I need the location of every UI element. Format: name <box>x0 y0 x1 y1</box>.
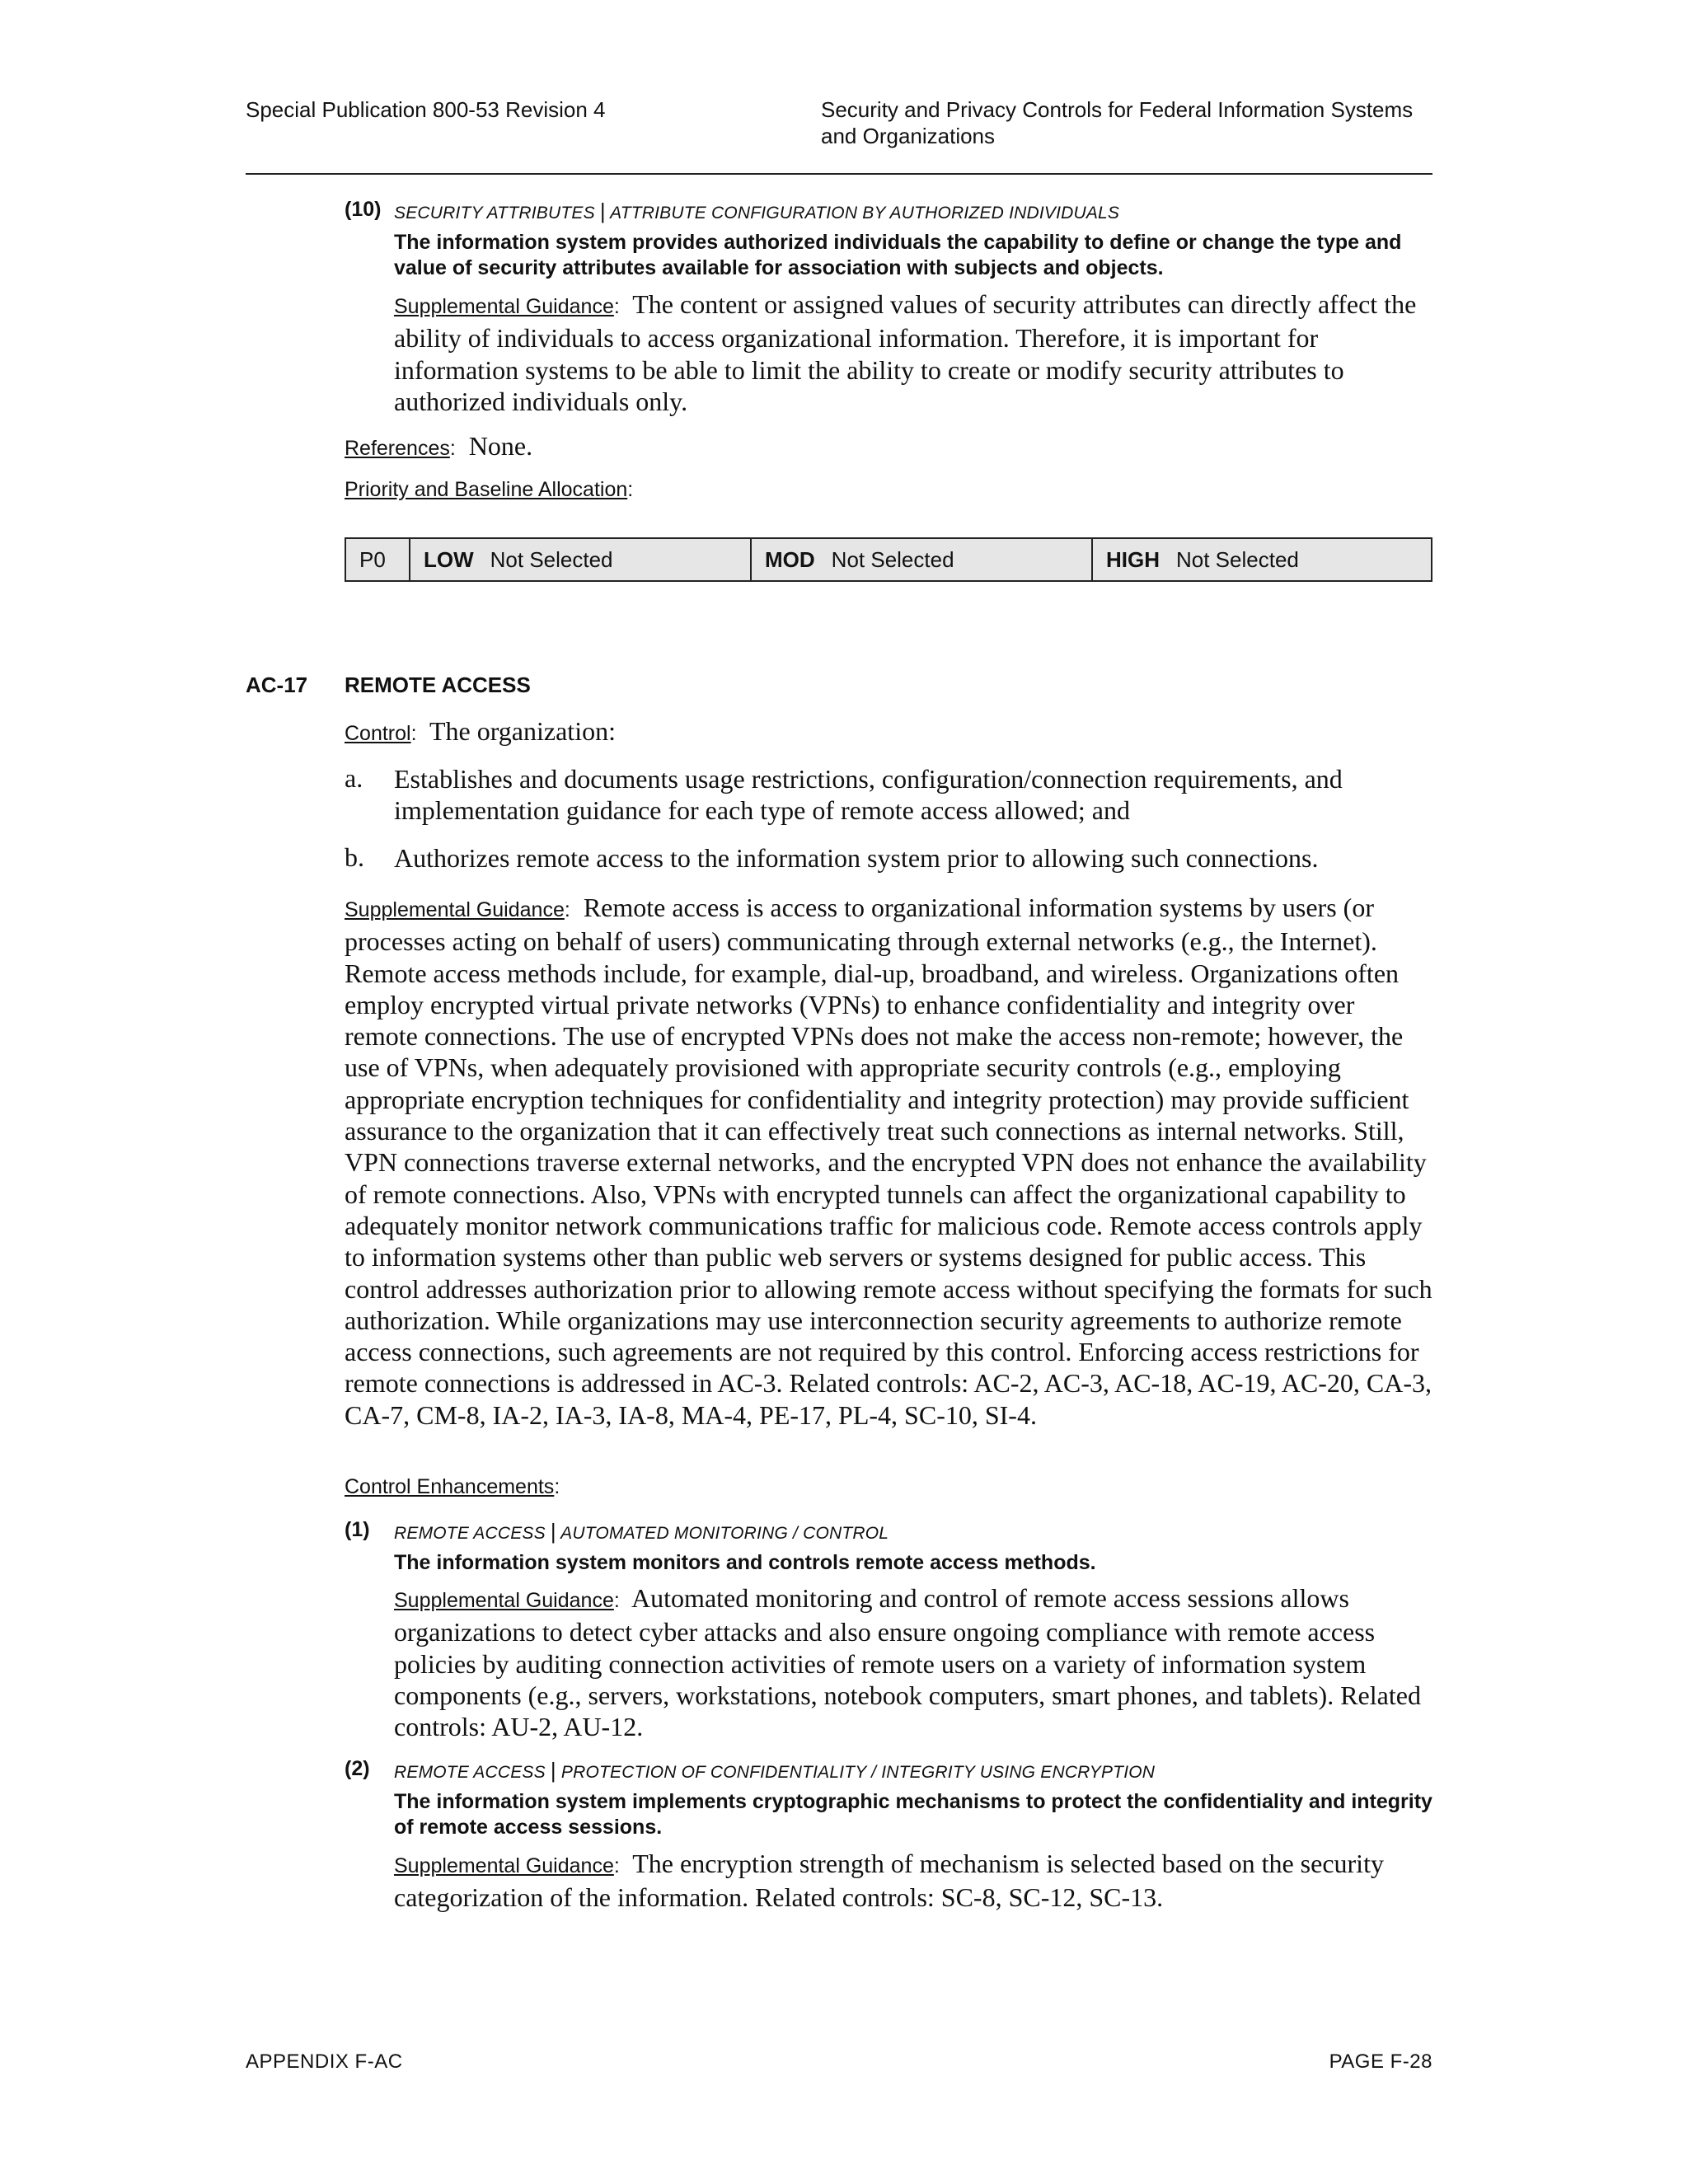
mod-label: MOD <box>765 546 815 572</box>
enhancement-title-part-a: REMOTE ACCESS <box>394 1524 546 1543</box>
supplemental-guidance: Supplemental Guidance: Automated monitoring and control of remote access sessions allows organizations to detect cyber attacks and also ensure ongoing compliance with remote access policies by auditing connection activities of remote users on a variety of information system components (e.g., servers, workstations, notebook computers, smart phones, and tablets). Related controls: AU-2, AU-12. <box>394 1583 1421 1742</box>
low-baseline-cell <box>410 538 751 581</box>
high-baseline-cell <box>1092 538 1432 581</box>
header-title <box>821 96 1447 149</box>
header-publication: Special Publication 800-53 Revision 4 <box>246 97 606 122</box>
mod-value: Not Selected <box>831 546 954 572</box>
enhancement-number: (2) <box>345 1757 370 1780</box>
supplemental-guidance-label: Supplemental Guidance <box>394 1854 614 1877</box>
enhancement-title-part-b: AUTOMATED MONITORING / CONTROL <box>560 1524 889 1543</box>
header-divider <box>246 173 1432 175</box>
title-separator: | <box>599 199 606 223</box>
supplemental-guidance-label: Supplemental Guidance <box>345 898 565 921</box>
enhancement-title-part-b: ATTRIBUTE CONFIGURATION BY AUTHORIZED INDIVIDUALS <box>610 204 1120 223</box>
control-intro-text: The organization: <box>429 716 616 746</box>
references-text: None. <box>468 431 533 461</box>
enhancement-statement: The information system provides authorized individuals the capability to define or change the type and value of security attributes available for association with subjects and objects. <box>394 231 1402 279</box>
header-title-line2: and Organizations <box>821 124 996 148</box>
list-item-letter: b. <box>345 842 364 872</box>
supplemental-guidance-text: The encryption strength of mechanism is selected based on the security categorization of the information. Related controls: SC-8, SC-12, SC-13. <box>394 1849 1384 1913</box>
high-value: Not Selected <box>1176 546 1299 572</box>
enhancement-title-part-a: REMOTE ACCESS <box>394 1763 546 1782</box>
control-label: Control <box>345 722 411 745</box>
title-separator: | <box>550 1519 556 1544</box>
enhancement-title-part-b: PROTECTION OF CONFIDENTIALITY / INTEGRITY USING ENCRYPTION <box>560 1763 1156 1782</box>
control-enhancements-heading: Control Enhancements: <box>345 1475 560 1498</box>
references: References: None. <box>345 431 533 461</box>
low-label: LOW <box>424 546 474 572</box>
list-item: Establishes and documents usage restrictions, configuration/connection requirements, and implementation guidance for each type of remote access allowed; and <box>394 764 1343 826</box>
title-separator: | <box>550 1758 556 1783</box>
enhancement-title-part-a: SECURITY ATTRIBUTES <box>394 204 595 223</box>
enhancement-title <box>394 1758 1155 1783</box>
list-item: Authorizes remote access to the information system prior to allowing such connections. <box>394 843 1319 873</box>
references-label: References <box>345 437 450 460</box>
enhancement-number: (1) <box>345 1518 370 1541</box>
enhancement-number: (10) <box>345 198 382 221</box>
control-title: REMOTE ACCESS <box>345 673 531 697</box>
priority-heading: Priority and Baseline Allocation: <box>345 478 634 501</box>
control-enhancements-label: Control Enhancements <box>345 1475 555 1498</box>
supplemental-guidance-text: Automated monitoring and control of remote access sessions allows organizations to detect cyber attacks and also ensure ongoing compliance with remote access policies by auditing connection activities of remote users on a variety of information system components (e.g., servers, workstations, notebook computers, smart phones, and tablets). Related controls: AU-2, AU-12. <box>394 1583 1421 1742</box>
supplemental-guidance: Supplemental Guidance: The encryption strength of mechanism is selected based on the security categorization of the information. Related controls: SC-8, SC-12, SC-13. <box>394 1849 1384 1913</box>
supplemental-guidance: Supplemental Guidance: The content or assigned values of security attributes can directly affect the ability of individuals to access organizational information. Therefore, it is important for information systems to be able to limit the ability to create or modify security attributes to authorized individuals only. <box>394 289 1417 416</box>
footer-page-number: PAGE F-28 <box>1329 2050 1432 2073</box>
enhancement-statement: The information system implements cryptographic mechanisms to protect the confidentiality and integrity of remote access sessions. <box>394 1790 1432 1839</box>
priority-code: P0 <box>345 538 410 581</box>
control-statement-intro: Control: The organization: <box>345 716 616 746</box>
supplemental-guidance-text: Remote access is access to organizational information systems by users (or processes acting on behalf of users) communicating through external networks (e.g., the Internet). Remote access methods include, for example, dial-up, broadband, and wireless. Organizations often employ encrypted virtual private networks (VPNs) to enhance confidentiality and integrity over remote connections. The use of encrypted VPNs does not make the access non-remote; however, the use of VPNs, when adequately provisioned with appropriate security controls (e.g., employing appropriate encryption techniques for confidentiality and integrity protection) may provide sufficient assurance to the organization that it can effectively treat such connections as internal networks. Still, VPN connections traverse external networks, and the encrypted VPN does not enhance the availability of remote connections. Also, VPNs with encrypted tunnels can affect the organizational capability to adequately monitor network communications traffic for malicious code. Remote access controls apply to information systems other than public web servers or systems designed for public access. This control addresses authorization prior to allowing remote access without specifying the formats for such authorization. While organizations may use interconnection security agreements to authorize remote access connections, such agreements are not required by this control. Enforcing access restrictions for remote connections is addressed in AC-3. Related controls: AC-2, AC-3, AC-18, AC-19, AC-20, CA-3, CA-7, CM-8, IA-2, IA-3, IA-8, MA-4, PE-17, PL-4, SC-10, SI-4. <box>345 893 1432 1430</box>
supplemental-guidance-label: Supplemental Guidance <box>394 1589 614 1612</box>
control-id: AC-17 <box>246 673 308 697</box>
high-label: HIGH <box>1106 546 1160 572</box>
low-value: Not Selected <box>490 546 613 572</box>
enhancement-title <box>394 1519 889 1544</box>
enhancement-statement: The information system monitors and controls remote access methods. <box>394 1551 1096 1574</box>
supplemental-guidance-label: Supplemental Guidance <box>394 295 614 318</box>
table-row <box>345 538 1432 581</box>
enhancement-title <box>394 199 1119 224</box>
control-supplemental-guidance: Supplemental Guidance: Remote access is access to organizational information systems by users (or processes acting on behalf of users) communicating through external networks (e.g., the Internet). Remote access methods include, for example, dial-up, broadband, and wireless. Organizations often employ encrypted virtual private networks (VPNs) to enhance confidentiality and integrity over remote connections. The use of encrypted VPNs does not make the access non-remote; however, the use of VPNs, when adequately provisioned with appropriate security controls (e.g., employing appropriate encryption techniques for confidentiality and integrity protection) may provide sufficient assurance to the organization that it can effectively treat such connections as internal networks. Still, VPN connections traverse external networks, and the encrypted VPN does not enhance the availability of remote connections. Also, VPNs with encrypted tunnels can affect the organizational capability to adequately monitor network communications traffic for malicious code. Remote access controls apply to information systems other than public web servers or systems designed for public access. This control addresses authorization prior to allowing remote access without specifying the formats for such authorization. While organizations may use interconnection security agreements to authorize remote access connections, such agreements are not required by this control. Enforcing access restrictions for remote connections is addressed in AC-3. Related controls: AC-2, AC-3, AC-18, AC-19, AC-20, CA-3, CA-7, CM-8, IA-2, IA-3, IA-8, MA-4, PE-17, PL-4, SC-10, SI-4. <box>345 893 1432 1430</box>
supplemental-guidance-text: The content or assigned values of security attributes can directly affect the ability of individuals to access organizational information. Therefore, it is important for information systems to be able to limit the ability to create or modify security attributes to authorized individuals only. <box>394 289 1417 416</box>
mod-baseline-cell <box>751 538 1092 581</box>
baseline-allocation-table <box>345 537 1432 582</box>
header-title-line1: Security and Privacy Controls for Federal Information Systems <box>821 97 1414 122</box>
priority-label: Priority and Baseline Allocation <box>345 478 628 501</box>
footer-appendix: APPENDIX F-AC <box>246 2050 403 2073</box>
list-item-letter: a. <box>345 763 363 793</box>
